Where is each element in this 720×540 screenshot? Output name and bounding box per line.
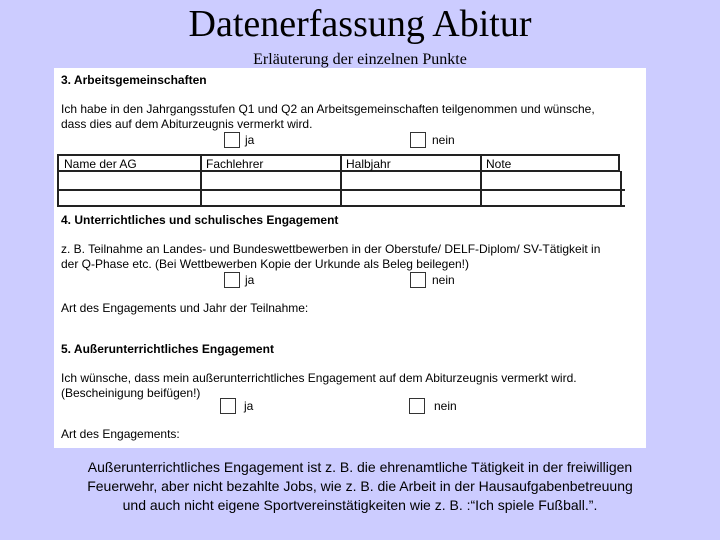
section4-heading: 4. Unterrichtliches und schulisches Engagement xyxy=(61,213,339,227)
table-header-ag-name: Name der AG xyxy=(64,157,137,171)
section3-text-line1: Ich habe in den Jahrgangsstufen Q1 und Q2 an Arbeitsgemeinschaften teilgenommen und wünsche, xyxy=(61,102,595,116)
table-col-border xyxy=(340,154,342,207)
section4-yes-checkbox[interactable] xyxy=(224,272,240,288)
footer-line1: Außerunterrichtliches Engagement ist z. B. die ehrenamtliche Tätigkeit in der freiwilligen xyxy=(87,459,633,475)
section4-text-line1: z. B. Teilnahme an Landes- und Bundeswettbewerben in der Oberstufe/ DELF-Diplom/ SV-Tätigkeit in xyxy=(61,242,601,256)
section3-text-line2: dass dies auf dem Abiturzeugnis vermerkt wird. xyxy=(61,117,313,131)
section4-no-checkbox[interactable] xyxy=(410,272,426,288)
section5-heading: 5. Außerunterrichtliches Engagement xyxy=(61,342,274,356)
table-header-grade: Note xyxy=(486,157,512,171)
section4-no-label: nein xyxy=(432,273,455,287)
footer-note xyxy=(20,458,700,515)
table-col-border xyxy=(200,154,202,207)
table-col-border xyxy=(620,171,622,207)
section4-yes-label: ja xyxy=(245,273,255,287)
table-col-border xyxy=(618,154,620,172)
table-col-border xyxy=(480,154,482,207)
section5-text-line1: Ich wünsche, dass mein außerunterrichtliches Engagement auf dem Abiturzeugnis vermerkt wird. xyxy=(61,371,577,385)
slide-subtitle: Erläuterung der einzelnen Punkte xyxy=(253,51,467,68)
section5-yes-label: ja xyxy=(244,399,254,413)
table-header-semester: Halbjahr xyxy=(346,157,391,171)
table-header-teacher: Fachlehrer xyxy=(206,157,264,171)
table-header-line xyxy=(57,170,620,172)
table-col-border xyxy=(57,154,59,207)
section4-field-label: Art des Engagements und Jahr der Teilnahme: xyxy=(61,301,309,315)
section4-text-line2: der Q-Phase etc. (Bei Wettbewerben Kopie der Urkunde als Beleg beilegen!) xyxy=(61,257,470,271)
section3-heading: 3. Arbeitsgemeinschaften xyxy=(61,73,207,87)
section3-no-checkbox[interactable] xyxy=(410,132,426,148)
form-excerpt xyxy=(54,68,646,448)
section5-text-line2: (Bescheinigung beifügen!) xyxy=(61,386,201,400)
slide-title: Datenerfassung Abitur xyxy=(188,3,532,45)
footer-line3: und auch nicht eigene Sportvereinstätigkeiten wie z. B. :“Ich spiele Fußball.”. xyxy=(122,497,598,513)
section5-field-label: Art des Engagements: xyxy=(61,427,180,441)
section5-no-label: nein xyxy=(434,399,457,413)
footer-line2: Feuerwehr, aber nicht bezahlte Jobs, wie z. B. die Arbeit in der Hausaufgabenbetreuung xyxy=(87,478,633,494)
section3-no-label: nein xyxy=(432,133,455,147)
section3-yes-checkbox[interactable] xyxy=(224,132,240,148)
table-top-line xyxy=(57,154,620,156)
section5-no-checkbox[interactable] xyxy=(409,398,425,414)
section3-yes-label: ja xyxy=(245,133,255,147)
section5-yes-checkbox[interactable] xyxy=(220,398,236,414)
